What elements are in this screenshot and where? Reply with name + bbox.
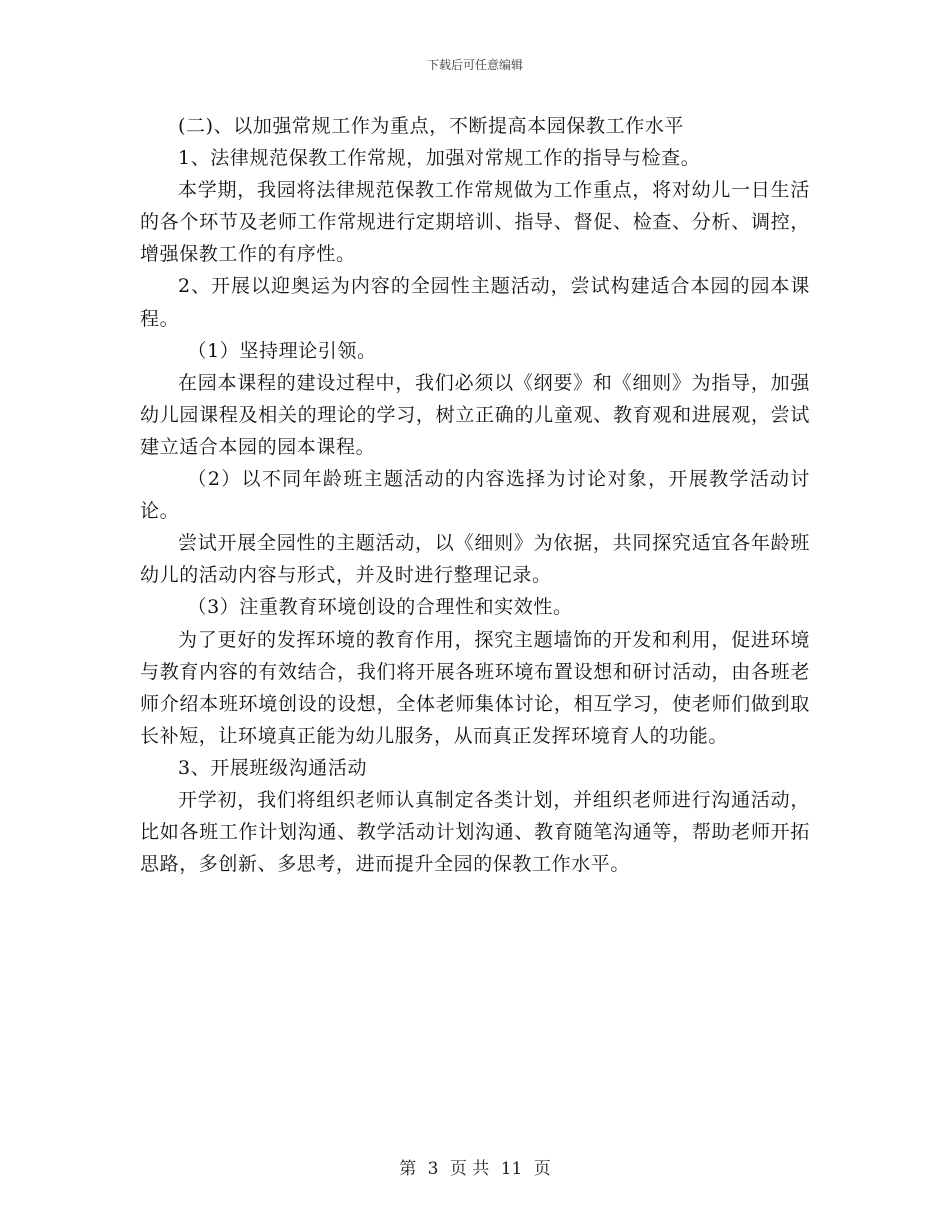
paragraph: 本学期，我园将法律规范保教工作常规做为工作重点，将对幼儿一日生活的各个环节及老师工作常规进行定期培训、指导、督促、检查、分析、调控，增强保教工作的有序性。	[140, 179, 810, 266]
document-body	[140, 110, 810, 880]
subheading-2: （2）以不同年龄班主题活动的内容选择为讨论对象，开展教学活动讨论。	[140, 468, 810, 523]
footer-page-number: 3	[427, 1159, 439, 1179]
paragraph: 在园本课程的建设过程中，我们必须以《纲要》和《细则》为指导，加强幼儿园课程及相关的理论的学习，树立正确的儿童观、教育观和进展观，尝试建立适合本园的园本课程。	[140, 371, 810, 458]
page-footer	[0, 1154, 950, 1179]
subheading-3: （3）注重教育环境创设的合理性和实效性。	[187, 596, 573, 619]
paragraph: 开学初，我们将组织老师认真制定各类计划，并组织老师进行沟通活动，比如各班工作计划沟通、教学活动计划沟通、教育随笔沟通等，帮助老师开拓思路，多创新、多思考，进而提升全园的保教工作水平。	[140, 788, 810, 876]
paragraph: 为了更好的发挥环境的教育作用，探究主题墙饰的开发和利用，促进环境与教育内容的有效结合，我们将开展各班环境布置设想和研讨活动，由各班老师介绍本班环境创设的设想，全体老师集体讨论，相互学习，使老师们做到取长补短，让环境真正能为幼儿服务，从而真正发挥环境育人的功能。	[140, 628, 810, 747]
heading-item-1: 1、法律规范保教工作常规，加强对常规工作的指导与检查。	[178, 147, 701, 170]
subheading-1: （1）坚持理论引领。	[187, 339, 377, 362]
footer-mid: 页 共	[449, 1159, 490, 1179]
page-header: 下载后可任意编辑	[426, 58, 523, 72]
footer-total-pages: 11	[500, 1159, 523, 1179]
footer-prefix: 第	[399, 1159, 417, 1179]
heading-item-3: 3、开展班级沟通活动	[178, 756, 368, 779]
paragraph: 尝试开展全园性的主题活动，以《细则》为依据，共同探究适宜各年龄班幼儿的活动内容与形式，并及时进行整理记录。	[140, 532, 810, 587]
heading-item-2: 2、开展以迎奥运为内容的全园性主题活动，尝试构建适合本园的园本课程。	[140, 275, 810, 330]
footer-suffix: 页	[533, 1159, 551, 1179]
heading-section-2: (二)、以加强常规工作为重点，不断提高本园保教工作水平	[178, 115, 685, 137]
